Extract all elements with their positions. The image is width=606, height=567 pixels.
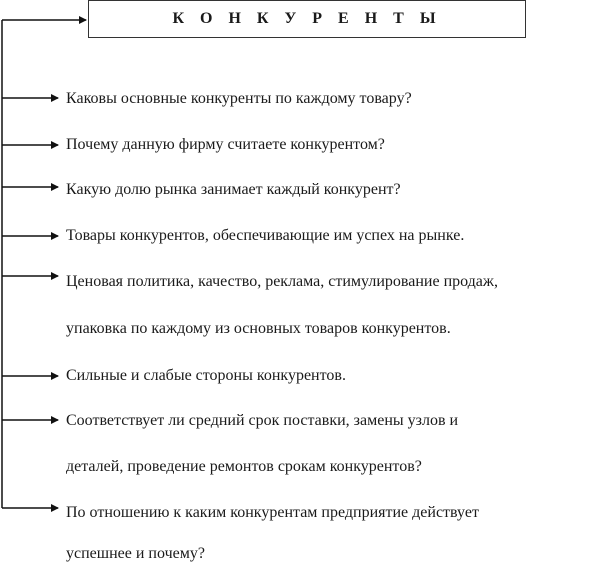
item-6-line-1: Сильные и слабые стороны конкурентов. [66, 367, 346, 384]
item-7-line-1: Соответствует ли средний срок поставки, замены узлов и [66, 412, 459, 429]
item-1-line-1: Каковы основные конкуренты по каждому товару? [66, 90, 412, 107]
item-5-line-1: Ценовая политика, качество, реклама, стимулирование продаж, [66, 273, 498, 290]
diagram-title: К О Н К У Р Е Н Т Ы [172, 10, 442, 27]
item-5-line-2: упаковка по каждому из основных товаров конкурентов. [66, 320, 451, 337]
item-8-line-1: По отношению к каким конкурентам предприятие действует [66, 504, 479, 521]
item-4-line-1: Товары конкурентов, обеспечивающие им успех на рынке. [66, 227, 465, 244]
item-2-line-1: Почему данную фирму считаете конкурентом? [66, 136, 385, 153]
title-box [88, 0, 526, 38]
item-8-line-2: успешнее и почему? [66, 545, 205, 562]
item-7-line-2: деталей, проведение ремонтов срокам конкурентов? [66, 458, 422, 475]
item-3-line-1: Какую долю рынка занимает каждый конкурент? [66, 181, 401, 198]
